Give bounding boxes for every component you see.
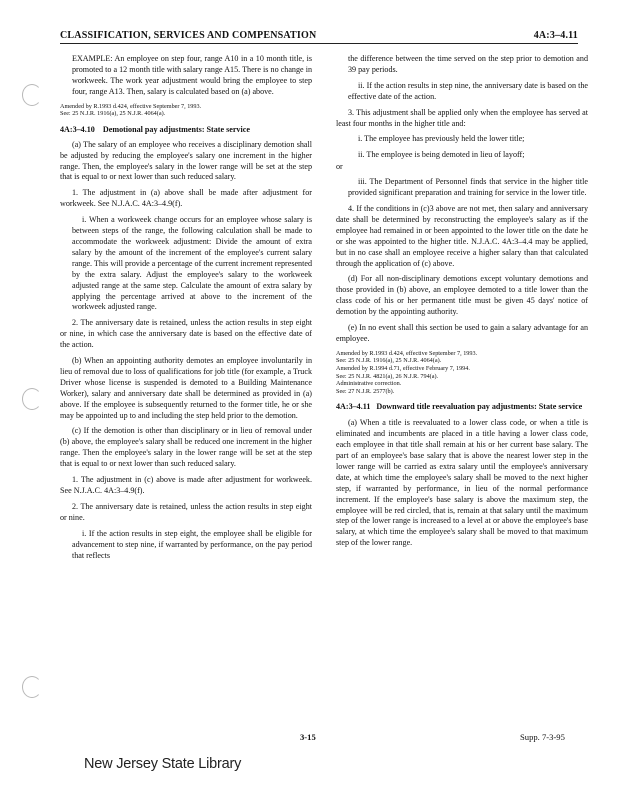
paragraph: 1. The adjustment in (a) above shall be made after adjustment for workweek. See N.J.A.C. 4A:3–4.9(f). bbox=[60, 188, 312, 209]
paragraph: 3. This adjustment shall be applied only when the employee has served at least four months in the higher title and: bbox=[336, 107, 588, 128]
section-heading bbox=[336, 402, 588, 413]
paragraph: (d) For all non-disciplinary demotions except voluntary demotions and those provided in (b) above, an employee demoted to a title lower than the class code of his or her permanent title must be given 45 days' notice of demotion by the appointing authority. bbox=[336, 274, 588, 317]
example-paragraph: EXAMPLE: An employee on step four, range A10 in a 10 month title, is promoted to a 12 month title with salary range A15. There is no change in workweek. The work year adjustment would bring the employee to step four, range A13. Then, salary is calculated based on (a) above. bbox=[72, 54, 312, 96]
section-title: Downward title reevaluation pay adjustments: State service bbox=[376, 402, 583, 412]
left-column bbox=[60, 54, 312, 566]
paragraph: (e) In no event shall this section be used to gain a salary advantage for an employee. bbox=[336, 323, 588, 343]
section-title: Demotional pay adjustments: State service bbox=[102, 124, 250, 134]
paragraph: i. If the action results in step eight, the employee shall be eligible for advancement to step nine, if warranted by performance, on the pay period that reflects bbox=[72, 528, 312, 560]
running-header bbox=[60, 30, 578, 44]
amendment-note bbox=[60, 103, 312, 118]
binder-hole-bottom bbox=[22, 676, 42, 698]
section-number: 4A:3–4.11 bbox=[336, 402, 371, 412]
library-stamp: New Jersey State Library bbox=[84, 756, 242, 772]
amendment-line: See: 27 N.J.R. 2577(b). bbox=[336, 387, 395, 395]
amendment-line: Amended by R.1994 d.71, effective February 7, 1994. bbox=[336, 365, 470, 373]
paragraph: (a) The salary of an employee who receives a disciplinary demotion shall be adjusted by reducing the employee's salary one increment in the higher range. Then, the employee's salary in the lower range will be set at the step that is equal to or next lower than such reduced salary. bbox=[60, 139, 312, 182]
page-number: 3-15 bbox=[300, 732, 316, 742]
header-section-range: 4A:3–4.11 bbox=[533, 30, 578, 41]
amendment-line: See: 25 N.J.R. 4821(a), 26 N.J.R. 794(a). bbox=[336, 372, 439, 380]
paragraph: ii. The employee is being demoted in lieu of layoff; bbox=[358, 150, 525, 160]
paragraph: iii. The Department of Personnel finds that service in the higher title provided significant preparation and training for service in the lower title. bbox=[348, 177, 588, 198]
paragraph: (b) When an appointing authority demotes an employee involuntarily in lieu of removal due to loss of qualifications for job title (for example, a Truck Driver whose license is suspended is demoted to a Building Maintenance Worker), salary and anniversary date shall be determined as provided in (a) above. If the employee is subsequently returned to the former title, he or she may be appointed up to and including the step held prior to the demotion. bbox=[60, 356, 312, 420]
or-word: or bbox=[336, 162, 343, 172]
section-number: 4A:3–4.10 bbox=[60, 124, 95, 134]
header-chapter-title: CLASSIFICATION, SERVICES AND COMPENSATION bbox=[60, 30, 317, 41]
paragraph: i. When a workweek change occurs for an employee whose salary is between steps of the range, the following calculation shall be made to accommodate the workweek adjustment: Divide the amount of extra salary by the amount of the increment of the employee's current salary range. This will provide a percentage of the current increment represented by the extra salary. Adjust the employee's salary to the workweek adjusted range at the same step. Calculate the amount of extra salary by applying the percentage arrived at above to the increment of the workweek adjusted range. bbox=[72, 215, 312, 312]
amendment-line: See: 25 N.J.R. 1916(a), 25 N.J.R. 4064(a). bbox=[60, 110, 166, 118]
amendment-line: Administrative correction. bbox=[336, 380, 402, 388]
amendment-note bbox=[336, 350, 588, 396]
supplement-date: Supp. 7-3-95 bbox=[520, 732, 565, 742]
section-heading bbox=[60, 125, 312, 136]
paragraph: i. The employee has previously held the lower title; bbox=[358, 134, 525, 144]
paragraph: ii. If the action results in step nine, the anniversary date is based on the effective date of the action. bbox=[348, 80, 588, 101]
amendment-line: Amended by R.1993 d.424, effective September 7, 1993. bbox=[336, 349, 478, 357]
paragraph: 4. If the conditions in (c)3 above are not met, then salary and anniversary date shall be determined by reconstructing the employee's salary as if the employee had remained in or been appointed to the lower title on the date he or she was appointed to the higher title. N.J.A.C. 4A:3–4.4 may be applied, but in no case shall an employee receive a higher salary than that calculated through the application of (c) above. bbox=[336, 203, 588, 268]
paragraph: 1. The adjustment in (c) above is made after adjustment for workweek. See N.J.A.C. 4A:3–4.9(f). bbox=[60, 475, 312, 495]
amendment-line: Amended by R.1993 d.424, effective September 7, 1993. bbox=[60, 102, 202, 110]
right-column bbox=[336, 54, 588, 554]
paragraph: 2. The anniversary date is retained, unless the action results in step eight or nine, in which case the anniversary date is based on the effective date of the action. bbox=[60, 318, 312, 350]
paragraph: (a) When a title is reevaluated to a lower class code, or when a title is eliminated and incumbents are placed in a title having a lower class code, each employee in that title shall remain at his or her current base salary. The part of an employee's base salary that is above the nearest lower step in the lower range will be carried as extra salary until the employee's anniversary date, at which time the employee's salary shall be moved to the next higher step, if warranted by performance, in lieu of the normal performance increment. If the employee's base salary is above the maximum step, the employee will be red circled, that is, remain at that salary until the maximum step of the lower range is increased to a level at or above the employee's base salary, at which time the employee's salary shall be moved to that maximum step of the lower range. bbox=[336, 418, 588, 548]
binder-hole-middle bbox=[22, 388, 42, 410]
paragraph: (c) If the demotion is other than disciplinary or in lieu of removal under (b) above, the employee's salary shall be reduced one increment in the higher range. Then the employee's salary in the lower range will be set at the step that is equal to or next lower than such reduced salary. bbox=[60, 426, 312, 469]
paragraph: the difference between the time served on the step prior to demotion and 39 pay periods. bbox=[348, 54, 588, 74]
amendment-line: See: 25 N.J.R. 1916(a), 25 N.J.R. 4064(a). bbox=[336, 357, 442, 365]
binder-hole-top bbox=[22, 84, 42, 106]
paragraph: 2. The anniversary date is retained, unless the action results in step eight or nine. bbox=[60, 501, 312, 522]
